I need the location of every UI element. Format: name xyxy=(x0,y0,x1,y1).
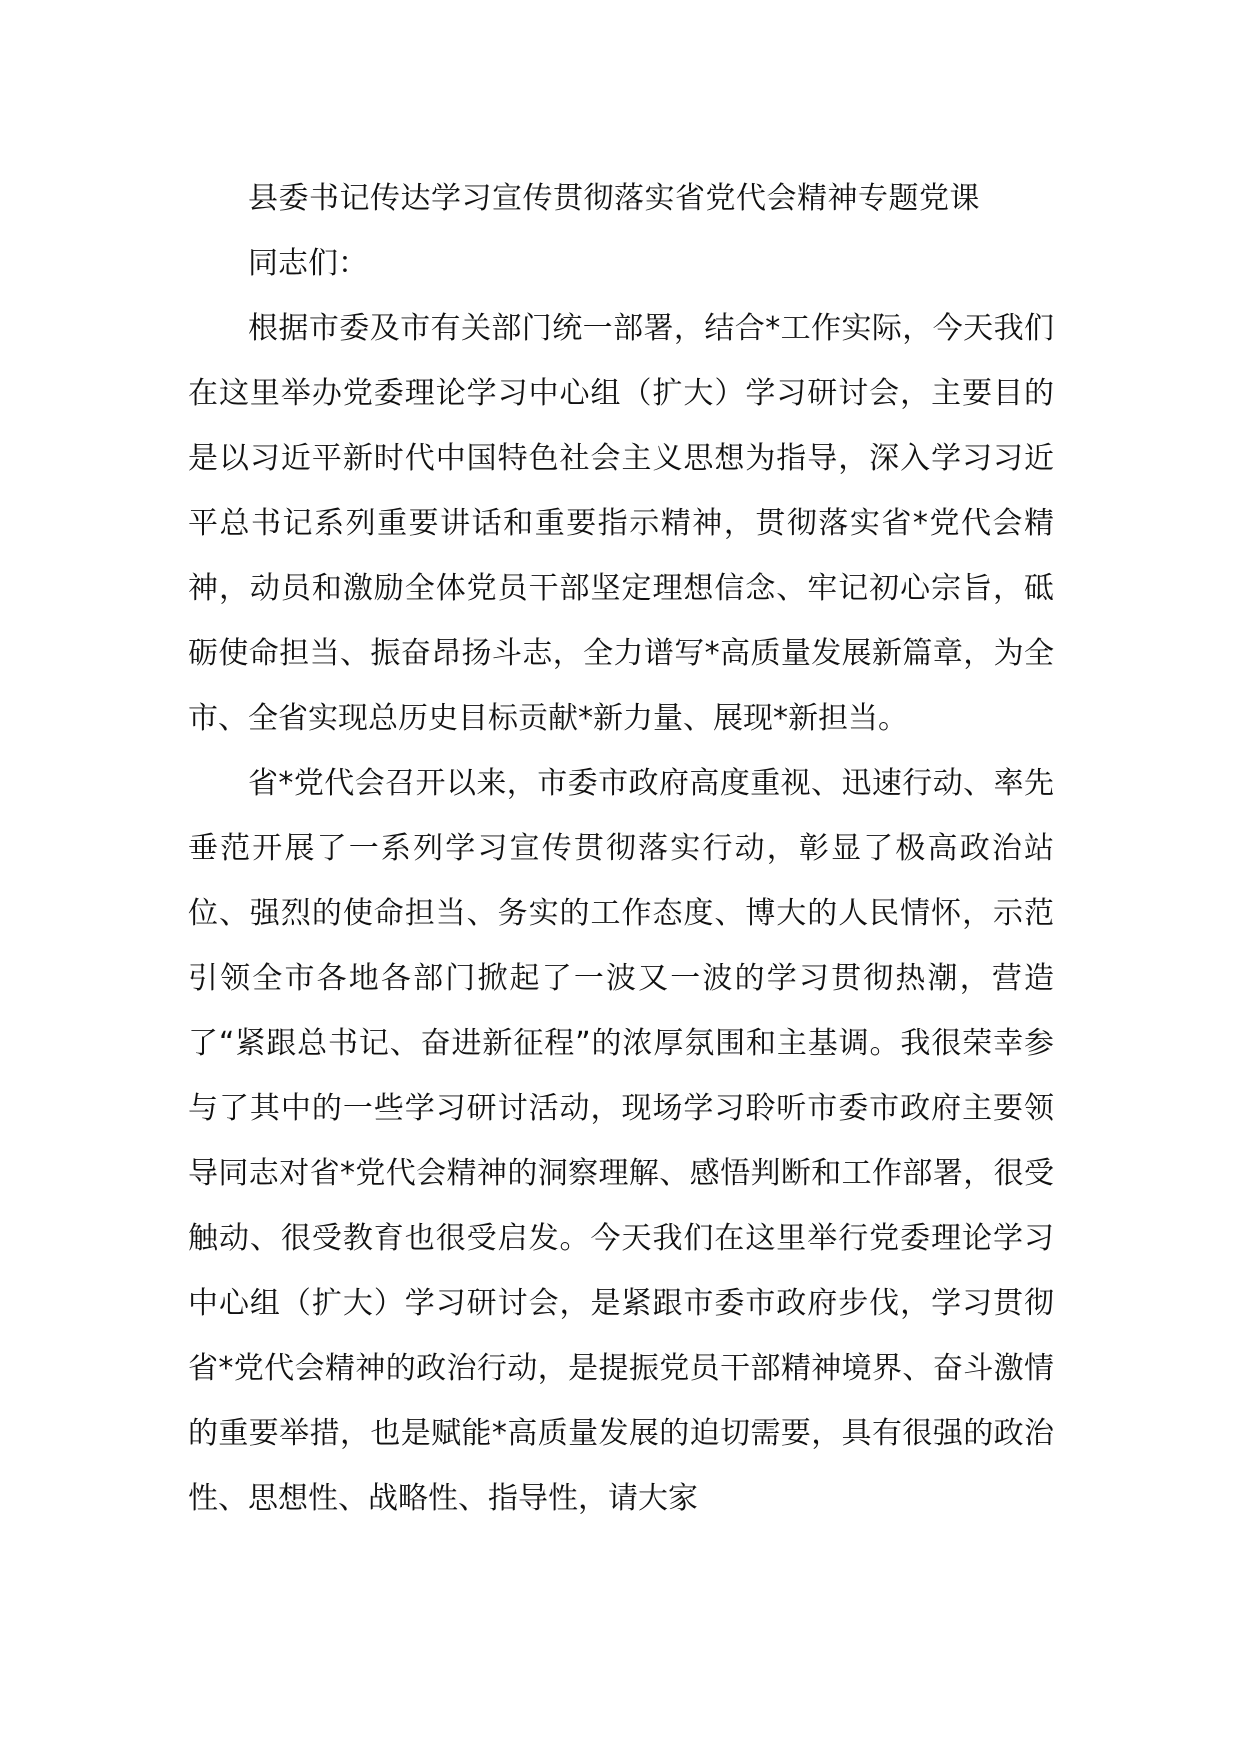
paragraph-2: 省*党代会召开以来，市委市政府高度重视、迅速行动、率先垂范开展了一系列学习宣传贯彻落实行动，彰显了极高政治站位、强烈的使命担当、务实的工作态度、博大的人民情怀，示范引领全市各地各部门掀起了一波又一波的学习贯彻热潮，营造了“紧跟总书记、奋进新征程”的浓厚氛围和主基调。我很荣幸参与了其中的一些学习研讨活动，现场学习聆听市委市政府主要领导同志对省*党代会精神的洞察理解、感悟判断和工作部署，很受触动、很受教育也很受启发。今天我们在这里举行党委理论学习中心组（扩大）学习研讨会，是紧跟市委市政府步伐，学习贯彻省*党代会精神的政治行动，是提振党员干部精神境界、奋斗激情的重要举措，也是赋能*高质量发展的迫切需要，具有很强的政治性、思想性、战略性、指导性，请大家 xyxy=(188,766,1054,1516)
document-page xyxy=(188,166,1054,1531)
document-title: 县委书记传达学习宣传贯彻落实省党代会精神专题党课 xyxy=(248,181,980,216)
salutation: 同志们： xyxy=(248,246,368,281)
paragraph-1: 根据市委及市有关部门统一部署，结合*工作实际，今天我们在这里举办党委理论学习中心组（扩大）学习研讨会，主要目的是以习近平新时代中国特色社会主义思想为指导，深入学习习近平总书记系列重要讲话和重要指示精神，贯彻落实省*党代会精神，动员和激励全体党员干部坚定理想信念、牢记初心宗旨，砥砺使命担当、振奋昂扬斗志，全力谱写*高质量发展新篇章，为全市、全省实现总历史目标贡献*新力量、展现*新担当。 xyxy=(188,311,1054,736)
